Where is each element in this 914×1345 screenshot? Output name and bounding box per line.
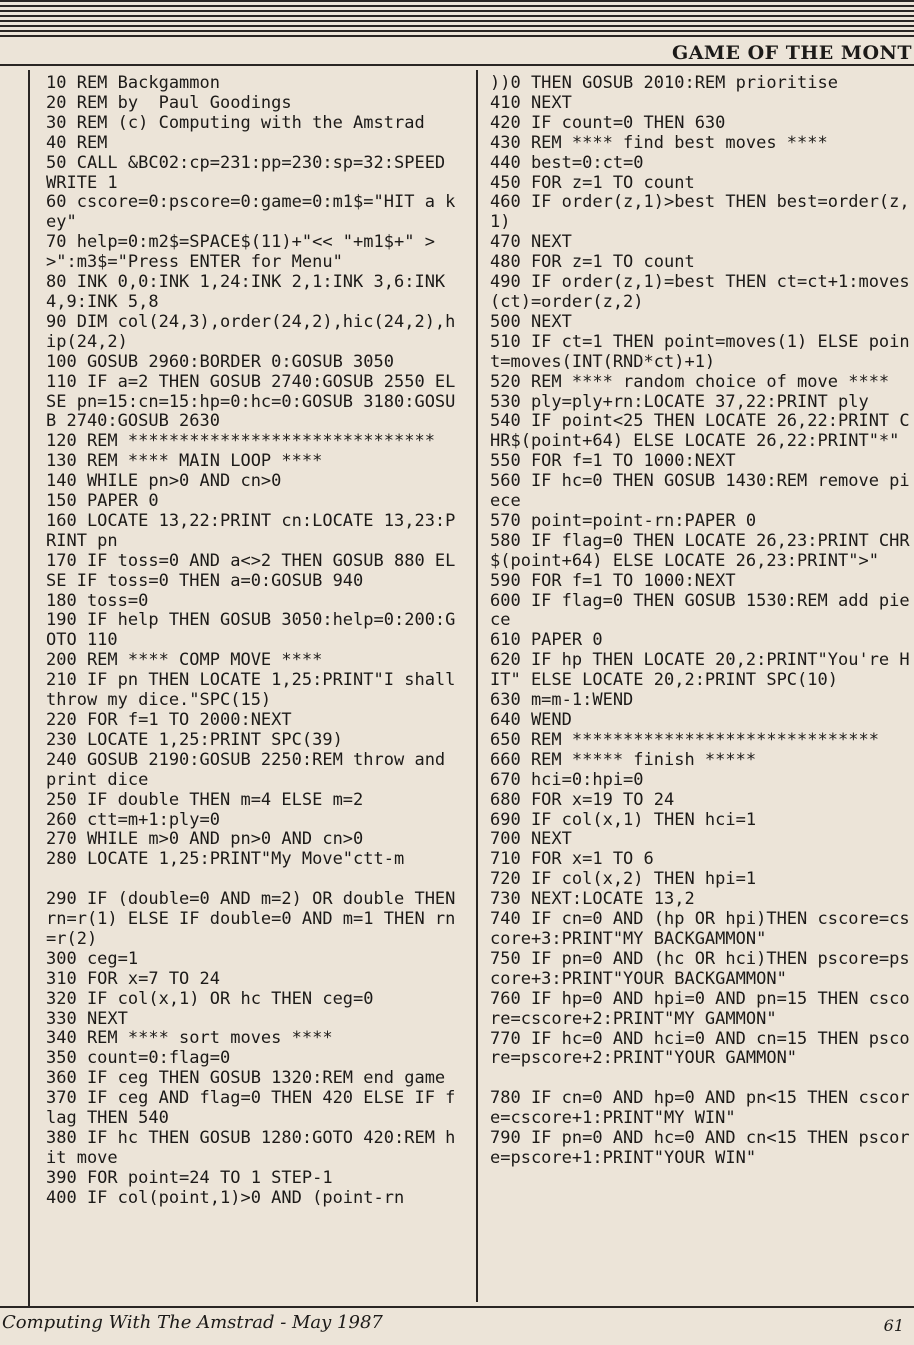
page-header — [0, 40, 914, 70]
code-line: 740 IF cn=0 AND (hp OR hpi)THEN cscore=cscore+3:PRINT"MY BACKGAMMON" — [490, 909, 910, 949]
code-line: 90 DIM col(24,3),order(24,2),hic(24,2),hip(24,2) — [46, 311, 456, 352]
footer-divider — [0, 1306, 914, 1308]
code-line: 200 REM **** COMP MOVE **** — [46, 650, 323, 671]
code-line: 160 LOCATE 13,22:PRINT cn:LOCATE 13,23:PRINT pn — [46, 510, 456, 551]
code-line: 640 WEND — [490, 710, 572, 730]
code-line: 530 ply=ply+rn:LOCATE 37,22:PRINT ply — [490, 391, 869, 412]
code-line: 130 REM **** MAIN LOOP **** — [46, 451, 323, 472]
code-line: 390 FOR point=24 TO 1 STEP-1 — [46, 1167, 333, 1188]
code-line: 540 IF point<25 THEN LOCATE 26,22:PRINT CHR$(point+64) ELSE LOCATE 26,22:PRINT"*" — [490, 411, 910, 452]
code-line: 240 GOSUB 2190:GOSUB 2250:REM throw and print dice — [46, 749, 456, 790]
code-line: 480 FOR z=1 TO count — [490, 252, 695, 273]
code-line: 310 FOR x=7 TO 24 — [46, 968, 220, 989]
page-number: 61 — [883, 1316, 904, 1335]
code-line: 100 GOSUB 2960:BORDER 0:GOSUB 3050 — [46, 351, 394, 372]
code-line: 750 IF pn=0 AND (hc OR hci)THEN pscore=pscore+3:PRINT"YOUR BACKGAMMON" — [490, 948, 910, 989]
code-line: 670 hci=0:hpi=0 — [490, 769, 644, 790]
code-line: 270 WHILE m>0 AND pn>0 AND cn>0 — [46, 829, 364, 850]
listing-column-left — [46, 74, 464, 1209]
code-line: 700 NEXT — [490, 829, 572, 850]
code-line: 330 NEXT — [46, 1008, 128, 1029]
code-line: 590 FOR f=1 TO 1000:NEXT — [490, 570, 736, 591]
code-line: 520 REM **** random choice of move **** — [490, 371, 890, 392]
code-line: 110 IF a=2 THEN GOSUB 2740:GOSUB 2550 ELSE pn=15:cn=15:hp=0:hc=0:GOSUB 3180:GOSUB 2740:GOSUB 2630 — [46, 371, 456, 432]
code-line: 570 point=point-rn:PAPER 0 — [490, 510, 757, 531]
code-line: ))0 THEN GOSUB 2010:REM prioritise — [490, 73, 838, 93]
code-line: 140 WHILE pn>0 AND cn>0 — [46, 471, 282, 492]
code-line: 580 IF flag=0 THEN LOCATE 26,23:PRINT CHR$(point+64) ELSE LOCATE 26,23:PRINT">" — [490, 530, 910, 571]
code-line: 630 m=m-1:WEND — [490, 690, 634, 711]
code-line: 650 REM ****************************** — [490, 729, 879, 750]
code-line: 340 REM **** sort moves **** — [46, 1028, 333, 1049]
code-line: 450 FOR z=1 TO count — [490, 172, 695, 193]
code-line: 210 IF pn THEN LOCATE 1,25:PRINT"I shall throw my dice."SPC(15) — [46, 670, 466, 711]
code-line: 560 IF hc=0 THEN GOSUB 1430:REM remove piece — [490, 471, 910, 512]
code-line: 460 IF order(z,1)>best THEN best=order(z,1) — [490, 192, 910, 233]
code-line: 400 IF col(point,1)>0 AND (point-rn — [46, 1187, 405, 1208]
code-line: 420 IF count=0 THEN 630 — [490, 112, 726, 133]
code-line: 490 IF order(z,1)=best THEN ct=ct+1:moves(ct)=order(z,2) — [490, 272, 910, 312]
code-line: 230 LOCATE 1,25:PRINT SPC(39) — [46, 729, 343, 750]
code-line: 760 IF hp=0 AND hpi=0 AND pn=15 THEN cscore=cscore+2:PRINT"MY GAMMON" — [490, 988, 910, 1029]
code-line: 770 IF hc=0 AND hci=0 AND cn=15 THEN pscore=pscore+2:PRINT"YOUR GAMMON" — [490, 1028, 910, 1069]
listing-frame — [28, 70, 910, 1306]
code-line: 720 IF col(x,2) THEN hpi=1 — [490, 869, 757, 890]
code-line: 50 CALL &BC02:cp=231:pp=230:sp=32:SPEED WRITE 1 — [46, 152, 456, 193]
code-line: 510 IF ct=1 THEN point=moves(1) ELSE point=moves(INT(RND*ct)+1) — [490, 331, 910, 372]
code-line: 610 PAPER 0 — [490, 630, 603, 651]
code-line: 360 IF ceg THEN GOSUB 1320:REM end game — [46, 1068, 446, 1089]
code-line: 170 IF toss=0 AND a<>2 THEN GOSUB 880 ELSE IF toss=0 THEN a=0:GOSUB 940 — [46, 550, 456, 591]
footer-source: Computing With The Amstrad - May 1987 — [2, 1312, 383, 1333]
code-line: 70 help=0:m2$=SPACE$(11)+"<< "+m1$+" >>":m3$="Press ENTER for Menu" — [46, 232, 435, 273]
code-line: 690 IF col(x,1) THEN hci=1 — [490, 809, 757, 830]
code-line: 280 LOCATE 1,25:PRINT"My Move"ctt-m — [46, 849, 405, 870]
code-line: 250 IF double THEN m=4 ELSE m=2 — [46, 789, 364, 810]
code-line: 80 INK 0,0:INK 1,24:INK 2,1:INK 3,6:INK 4,9:INK 5,8 — [46, 272, 456, 312]
code-line: 680 FOR x=19 TO 24 — [490, 789, 675, 810]
code-line: 730 NEXT:LOCATE 13,2 — [490, 889, 695, 910]
code-line: 600 IF flag=0 THEN GOSUB 1530:REM add piece — [490, 590, 910, 631]
code-line: 60 cscore=0:pscore=0:game=0:m1$="HIT a key" — [46, 192, 456, 233]
code-line: 180 toss=0 — [46, 590, 149, 611]
code-line: 350 count=0:flag=0 — [46, 1048, 231, 1069]
code-line: 260 ctt=m+1:ply=0 — [46, 809, 220, 830]
column-divider — [476, 70, 478, 1302]
code-line: 410 NEXT — [490, 92, 572, 113]
code-line: 440 best=0:ct=0 — [490, 152, 644, 173]
code-line: 500 NEXT — [490, 311, 572, 332]
code-line: 550 FOR f=1 TO 1000:NEXT — [490, 451, 736, 472]
header-divider — [0, 64, 914, 66]
decorative-top-rule — [0, 0, 914, 38]
code-line: 710 FOR x=1 TO 6 — [490, 849, 654, 870]
code-line: 370 IF ceg AND flag=0 THEN 420 ELSE IF flag THEN 540 — [46, 1088, 456, 1129]
code-line: 190 IF help THEN GOSUB 3050:help=0:200:GOTO 110 — [46, 610, 456, 651]
code-line: 620 IF hp THEN LOCATE 20,2:PRINT"You're HIT" ELSE LOCATE 20,2:PRINT SPC(10) — [490, 650, 910, 691]
code-line: 10 REM Backgammon — [46, 73, 220, 93]
code-line: 320 IF col(x,1) OR hc THEN ceg=0 — [46, 988, 374, 1009]
code-line: 790 IF pn=0 AND hc=0 AND cn<15 THEN pscore=pscore+1:PRINT"YOUR WIN" — [490, 1128, 910, 1168]
code-line: 380 IF hc THEN GOSUB 1280:GOTO 420:REM hit move — [46, 1128, 456, 1168]
code-line: 30 REM (c) Computing with the Amstrad — [46, 112, 425, 133]
code-line: 150 PAPER 0 — [46, 491, 159, 512]
code-line: 20 REM by Paul Goodings — [46, 92, 292, 113]
code-line: 300 ceg=1 — [46, 948, 139, 969]
code-line — [490, 1069, 914, 1089]
code-line: 660 REM ***** finish ***** — [490, 749, 757, 770]
code-line: 220 FOR f=1 TO 2000:NEXT — [46, 710, 292, 730]
section-title: GAME OF THE MONT — [671, 42, 912, 64]
code-line: 290 IF (double=0 AND m=2) OR double THEN rn=r(1) ELSE IF double=0 AND m=1 THEN rn=r(2) — [46, 889, 466, 949]
code-line: 430 REM **** find best moves **** — [490, 132, 828, 153]
code-line: 120 REM ****************************** — [46, 431, 435, 452]
code-line: 780 IF cn=0 AND hp=0 AND pn<15 THEN cscore=cscore+1:PRINT"MY WIN" — [490, 1088, 910, 1129]
listing-column-right — [490, 74, 914, 1169]
code-line: 470 NEXT — [490, 232, 572, 253]
code-line — [46, 870, 464, 890]
code-line: 40 REM — [46, 132, 108, 153]
